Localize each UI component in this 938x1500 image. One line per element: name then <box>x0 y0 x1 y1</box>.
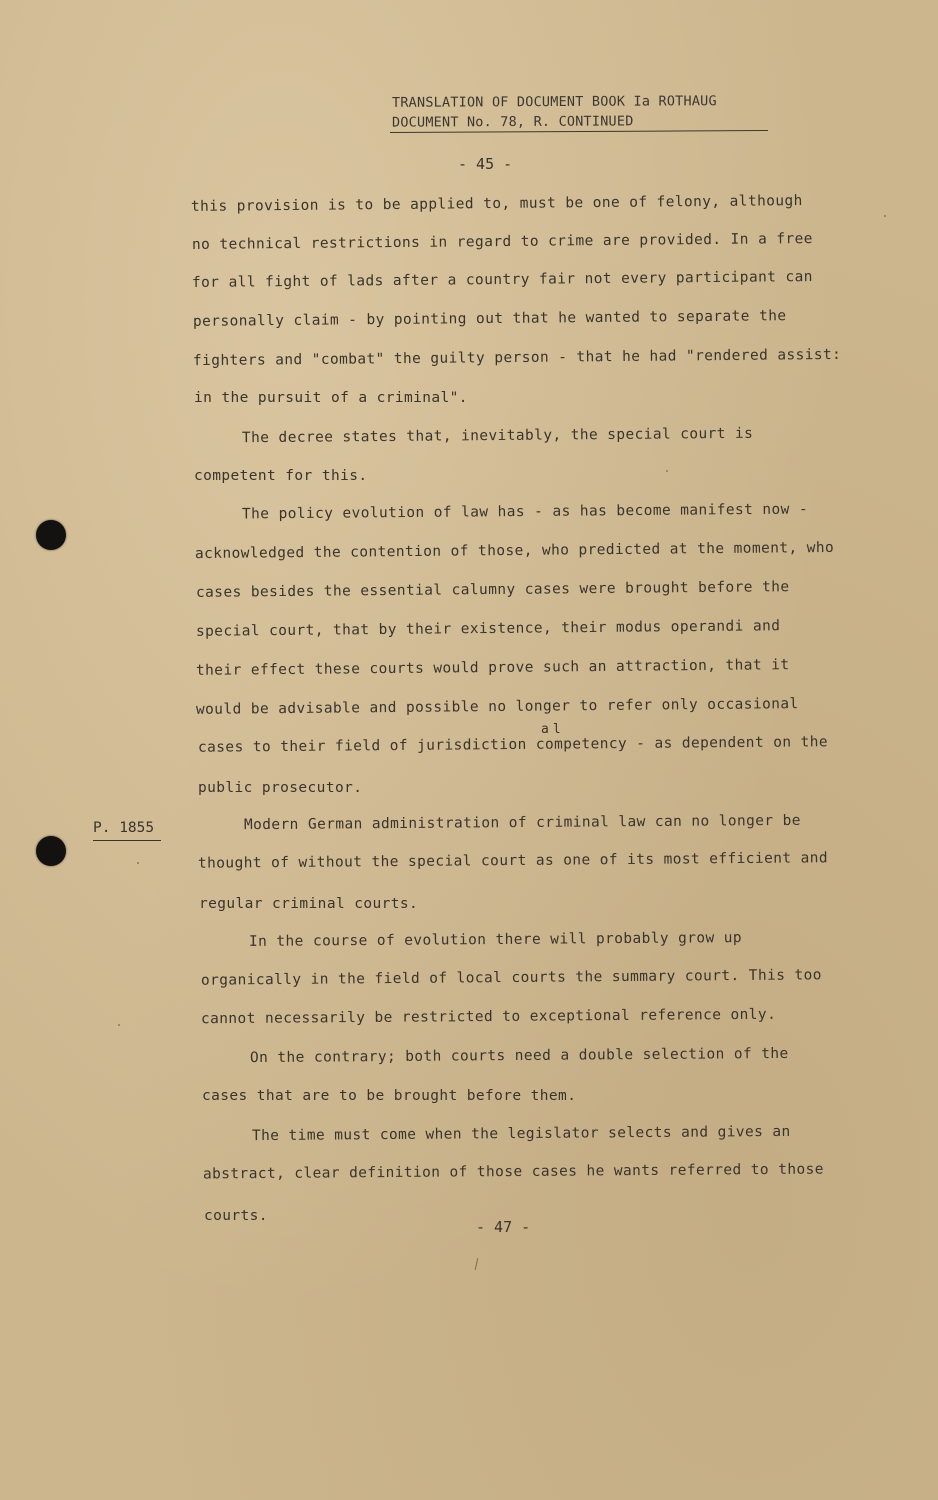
margin-note-underline <box>93 840 161 841</box>
paper-speck <box>884 215 886 217</box>
text-line: in the pursuit of a criminal". <box>194 390 468 406</box>
punch-hole-top <box>36 520 66 550</box>
header-underline <box>390 130 768 133</box>
pencil-mark <box>475 1258 478 1270</box>
text-line: thought of without the special court as one of its most efficient and <box>197 850 829 872</box>
text-line: In the course of evolution there will probably grow up <box>248 930 743 950</box>
text-line: this provision is to be applied to, must be one of felony, although <box>190 193 803 215</box>
document-header-line-2: DOCUMENT No. 78, R. CONTINUED <box>391 113 634 131</box>
text-line: fighters and "combat" the guilty person - that he had "rendered assist: <box>192 346 842 370</box>
text-line: their effect these courts would prove such an attraction, that it <box>195 657 790 679</box>
paper-speck <box>666 470 668 472</box>
text-line: The decree states that, inevitably, the special court is <box>241 425 754 447</box>
text-line: The policy evolution of law has - as has become manifest now - <box>241 501 809 523</box>
text-line: cases to their field of jurisdiction competency - as dependent on the <box>197 734 829 756</box>
text-line: The time must come when the legislator selects and gives an <box>251 1123 791 1145</box>
text-line: no technical restrictions in regard to crime are provided. In a free <box>191 231 813 253</box>
paper-speck <box>137 862 139 864</box>
text-line: courts. <box>204 1208 268 1224</box>
paper-speck <box>118 1024 120 1026</box>
punch-hole-bottom <box>36 836 66 866</box>
text-line: would be advisable and possible no longer to refer only occasional <box>195 696 799 718</box>
text-line: regular criminal courts. <box>199 896 419 912</box>
page-number-top: - 45 - <box>458 155 513 173</box>
text-line: special court, that by their existence, their modus operandi and <box>195 618 781 640</box>
text-line: for all fight of lads after a country fair not every participant can <box>191 269 813 291</box>
text-line: cannot necessarily be restricted to exceptional reference only. <box>200 1006 777 1028</box>
text-line: abstract, clear definition of those cases he wants referred to those <box>202 1161 824 1183</box>
margin-page-reference: P. 1855 <box>93 820 155 836</box>
text-line: cases besides the essential calumny cases were brought before the <box>195 579 790 601</box>
text-line: organically in the field of local courts the summary court. This too <box>200 967 822 989</box>
text-line: On the contrary; both courts need a double selection of the <box>249 1045 789 1067</box>
text-line: acknowledged the contention of those, who predicted at the moment, who <box>194 539 835 563</box>
text-line: Modern German administration of criminal law can no longer be <box>243 812 801 834</box>
text-line: competent for this. <box>194 468 368 484</box>
page-number-bottom: - 47 - <box>476 1218 531 1236</box>
text-line: cases that are to be brought before them. <box>202 1088 577 1104</box>
document-header-line-1: TRANSLATION OF DOCUMENT BOOK Ia ROTHAUG <box>391 93 717 111</box>
text-line: public prosecutor. <box>198 780 363 796</box>
text-line: personally claim - by pointing out that he wanted to separate the <box>192 308 787 330</box>
interlinear-insertion: al <box>541 722 565 737</box>
